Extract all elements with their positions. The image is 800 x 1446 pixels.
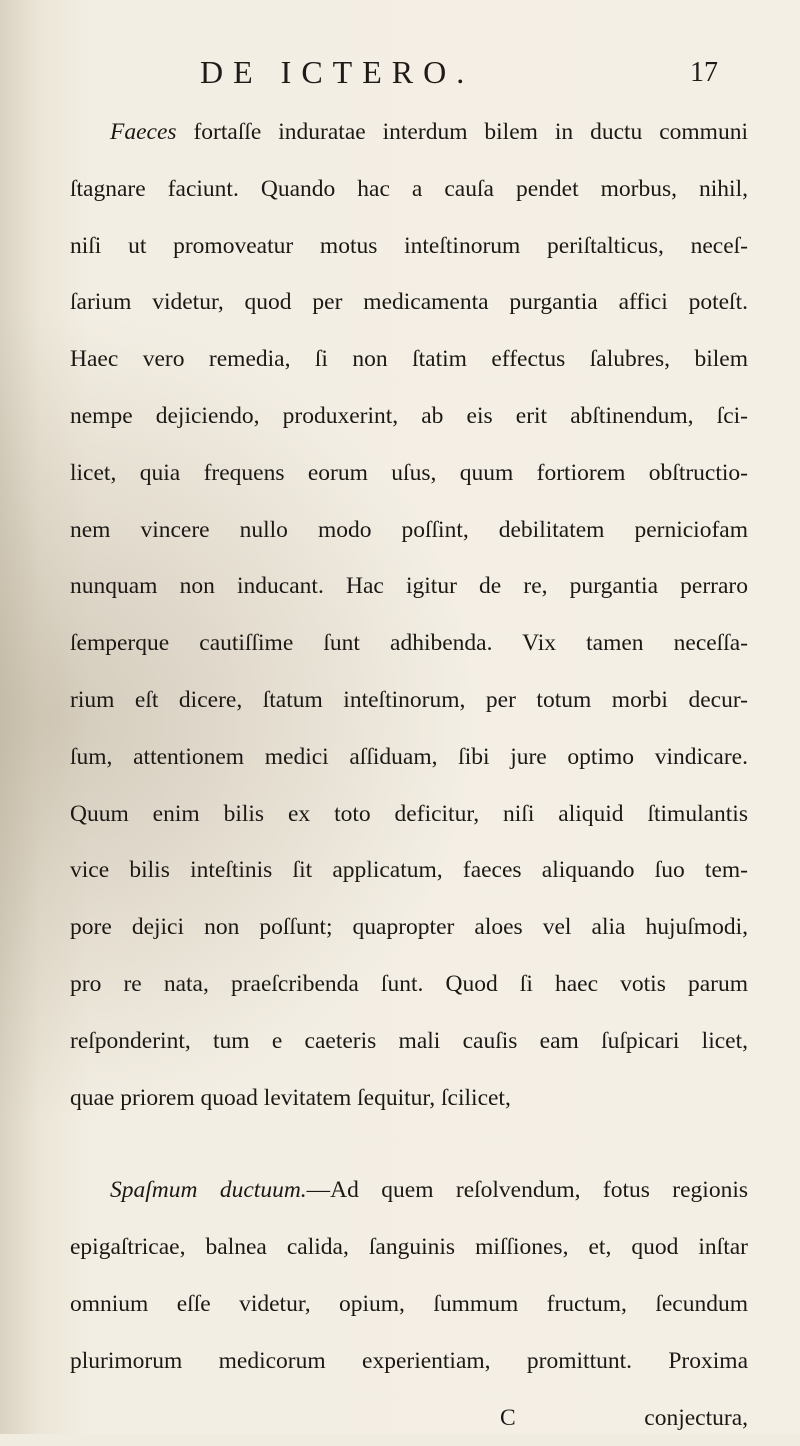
text-line: reſponderint, tum e caeteris mali cauſis eam ſuſpicari licet, <box>70 1027 748 1054</box>
text-line: Haec vero remedia, ſi non ſtatim effectus ſalubres, bilem <box>70 346 748 373</box>
text-line: pro re nata, praeſcribenda ſunt. Quod ſi haec votis parum <box>70 970 748 997</box>
running-title: DE ICTERO. <box>200 54 475 90</box>
text-line: ſarium videtur, quod per medicamenta purgantia affici poteſt. <box>70 289 748 316</box>
paragraph-lead: Spaſmum ductuum. <box>110 1177 307 1204</box>
text-line <box>70 1162 748 1219</box>
body-text <box>70 104 748 1446</box>
text-line: omnium eſſe videtur, opium, ſummum fructum, ſecundum <box>70 1290 748 1317</box>
text-line: ſum, attentionem medici aſſiduam, ſibi jure optimo vindicare. <box>70 743 748 770</box>
text-line: quae priorem quoad levitatem ſequitur, ſcilicet, <box>70 1084 511 1111</box>
text-line: nempe dejiciendo, produxerint, ab eis erit abſtinendum, ſci- <box>70 402 748 429</box>
text-line: epigaſtricae, balnea calida, ſanguinis miſſiones, et, quod inſtar <box>70 1234 748 1261</box>
text-line: nunquam non inducant. Hac igitur de re, purgantia perraro <box>70 573 748 600</box>
text-line: ſemperque cautiſſime ſunt adhibenda. Vix tamen neceſſa- <box>70 630 748 657</box>
running-head <box>0 54 800 94</box>
paragraph-lead: Faeces <box>110 119 177 145</box>
text-line: niſi ut promoveatur motus inteſtinorum periſtalticus, neceſ- <box>70 232 748 259</box>
page-footer <box>70 1390 748 1446</box>
text-line <box>70 104 748 161</box>
paragraph-gap <box>70 1126 748 1162</box>
page-number: 17 <box>690 57 718 88</box>
text-line: vice bilis inteſtinis ſit applicatum, faeces aliquando ſuo tem- <box>70 857 748 884</box>
text-line: rium eſt dicere, ſtatum inteſtinorum, per totum morbi decur- <box>70 686 748 713</box>
catchword: conjectura, <box>644 1404 748 1431</box>
text-line: plurimorum medicorum experientiam, promittunt. Proxima <box>70 1347 748 1374</box>
text-line: licet, quia frequens eorum uſus, quum fortiorem obſtructio- <box>70 459 748 486</box>
line-text: fortaſſe induratae interdum bilem in ductu communi <box>193 119 748 145</box>
signature-mark: C <box>500 1404 516 1431</box>
text-line: pore dejici non poſſunt; quapropter aloes vel alia hujuſmodi, <box>70 914 748 941</box>
line-text: —Ad quem reſolvendum, fotus regionis <box>306 1177 748 1204</box>
text-line: Quum enim bilis ex toto deficitur, niſi aliquid ſtimulantis <box>70 800 748 827</box>
text-line: nem vincere nullo modo poſſint, debilitatem perniciofam <box>70 516 748 543</box>
text-line: ſtagnare faciunt. Quando hac a cauſa pendet morbus, nihil, <box>70 175 748 202</box>
